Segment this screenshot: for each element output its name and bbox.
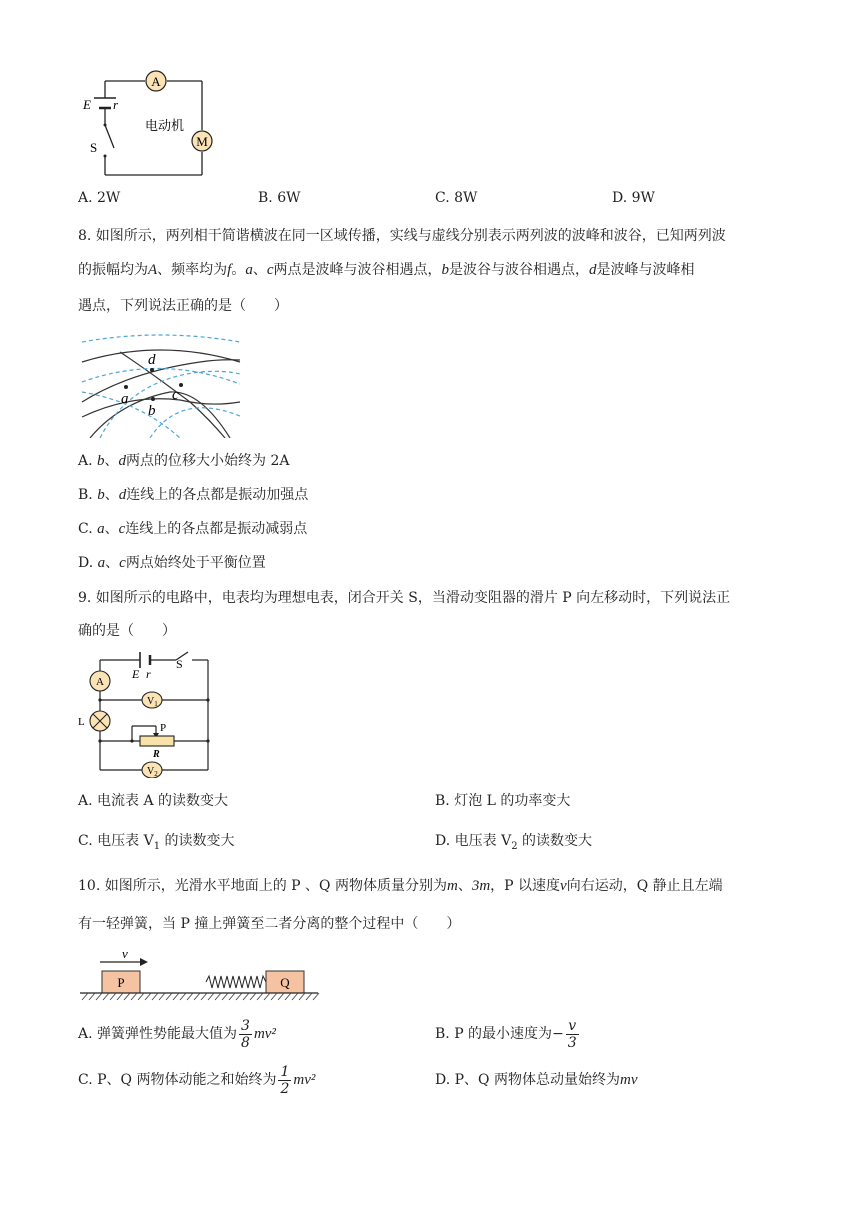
q9-circuit-diagram	[76, 648, 218, 778]
q9-switch-label: S	[176, 657, 183, 671]
ground-hatch-line	[194, 993, 200, 1000]
ground-hatch-line	[292, 993, 298, 1000]
q9-stem-line2: 确的是（ ）	[78, 623, 176, 639]
ground-hatch-line	[138, 993, 144, 1000]
q8-option-d[interactable]: D. a、c两点始终处于平衡位置	[78, 555, 266, 571]
q8-stem-line1: 8. 如图所示，两列相干简谐横波在同一区域传播，实线与虚线分别表示两列波的波峰和波谷，已知两列波	[78, 228, 726, 244]
q10-stem-line1: 10. 如图所示，光滑水平地面上的 P 、Q 两物体质量分别为m、3m，P 以速度v向右运动，Q 静止且左端	[78, 878, 723, 894]
q8-stem-line2: 的振幅均为A、频率均为f。a、c两点是波峰与波谷相遇点，b是波谷与波谷相遇点，d是波峰与波峰相	[78, 262, 695, 278]
ground-hatch-line	[145, 993, 151, 1000]
q10-block-p-label: P	[117, 975, 125, 990]
ground-hatch-line	[264, 993, 270, 1000]
q9-v1-symbol: $V_1$	[147, 696, 158, 708]
ground-hatch-line	[82, 993, 88, 1000]
q10-block-q-label: Q	[280, 975, 290, 990]
ground-hatch-line	[285, 993, 291, 1000]
ground-hatch-line	[124, 993, 130, 1000]
ground-hatch-line	[278, 993, 284, 1000]
q10-collision-diagram	[78, 948, 323, 1004]
q7-motor-symbol: M	[196, 134, 208, 149]
ground-hatch-line	[243, 993, 249, 1000]
q8-option-c[interactable]: C. a、c连线上的各点都是振动减弱点	[78, 521, 308, 537]
q9-slider-label: P	[160, 722, 167, 734]
q9-rheostat-label: R	[153, 749, 160, 760]
q8-point-b: b	[148, 403, 156, 419]
q10-option-b[interactable]: B. P 的最小速度为− $\frac{v}{3}$	[435, 1017, 577, 1051]
q7-motor-label: 电动机	[145, 118, 185, 133]
q8-stem-line3: 遇点，下列说法正确的是（ ）	[78, 298, 288, 314]
ground-hatch-line	[229, 993, 235, 1000]
q8-point-c: c	[172, 387, 179, 403]
ground-hatch-line	[96, 993, 102, 1000]
q7-emf-label: E	[83, 97, 91, 112]
ground-hatch-line	[152, 993, 158, 1000]
q7-option-c[interactable]: C. 8W	[435, 190, 478, 206]
q9-option-a[interactable]: A. 电流表 A 的读数变大	[78, 793, 229, 809]
ground-hatch-line	[257, 993, 263, 1000]
q9-lamp-label: L	[78, 716, 85, 728]
q7-circuit-diagram	[70, 60, 220, 180]
q10-option-c[interactable]: C. P、Q 两物体动能之和始终为 $\frac{1}{2}$ mv²	[78, 1063, 316, 1097]
q8-point-a: a	[121, 391, 129, 407]
q10-stem-line2: 有一轻弹簧，当 P 撞上弹簧至二者分离的整个过程中（ ）	[78, 916, 461, 932]
ground-hatch-line	[110, 993, 116, 1000]
q9-option-b[interactable]: B. 灯泡 L 的功率变大	[435, 793, 571, 809]
q9-r-label: r	[146, 667, 151, 681]
q10-velocity-label: v	[122, 948, 128, 961]
q7-option-b[interactable]: B. 6W	[258, 190, 301, 206]
q9-emf-label: E	[132, 667, 140, 681]
ground-hatch-line	[208, 993, 214, 1000]
q7-option-a[interactable]: A. 2W	[78, 190, 121, 206]
ground-hatch-line	[201, 993, 207, 1000]
q8-point-d: d	[148, 352, 156, 368]
q8-option-a[interactable]: A. b、d两点的位移大小始终为 2A	[78, 453, 290, 469]
q9-option-c[interactable]: C. 电压表 $V_1$ 的读数变大	[78, 833, 235, 852]
q10-option-a[interactable]: A. 弹簧弹性势能最大值为 $\frac{3}{8}$ mv²	[78, 1017, 276, 1051]
q7-option-d[interactable]: D. 9W	[612, 190, 655, 206]
ground-hatch-line	[306, 993, 312, 1000]
ground-hatch-line	[299, 993, 305, 1000]
ground-hatch-line	[117, 993, 123, 1000]
ground-hatch-line	[166, 993, 172, 1000]
q8-option-b[interactable]: B. b、d连线上的各点都是振动加强点	[78, 487, 309, 503]
ground-hatch-line	[131, 993, 137, 1000]
q9-v2-symbol: $V_2$	[147, 766, 158, 778]
ground-hatch-line	[180, 993, 186, 1000]
ground-hatch-line	[159, 993, 165, 1000]
q9-ammeter-symbol: A	[96, 676, 104, 688]
q7-r-label: r	[113, 97, 119, 112]
ground-hatch-line	[89, 993, 95, 1000]
ground-hatch-line	[173, 993, 179, 1000]
q9-stem-line1: 9. 如图所示的电路中，电表均为理想电表，闭合开关 S，当滑动变阻器的滑片 P 向左移动时，下列说法正	[78, 590, 731, 606]
ground-hatch-line	[271, 993, 277, 1000]
q8-wave-interference-diagram	[80, 332, 245, 438]
ground-hatch-line	[222, 993, 228, 1000]
ground-hatch-line	[250, 993, 256, 1000]
ground-hatch-line	[215, 993, 221, 1000]
q7-ammeter-symbol: A	[151, 74, 161, 89]
q7-switch-label: S	[90, 140, 98, 155]
q9-option-d[interactable]: D. 电压表 $V_2$ 的读数变大	[435, 833, 593, 852]
ground-hatch-line	[103, 993, 109, 1000]
ground-hatch-line	[236, 993, 242, 1000]
ground-hatch-line	[313, 993, 319, 1000]
q10-option-d[interactable]: D. P、Q 两物体总动量始终为mv	[435, 1072, 638, 1088]
ground-hatch-line	[187, 993, 193, 1000]
